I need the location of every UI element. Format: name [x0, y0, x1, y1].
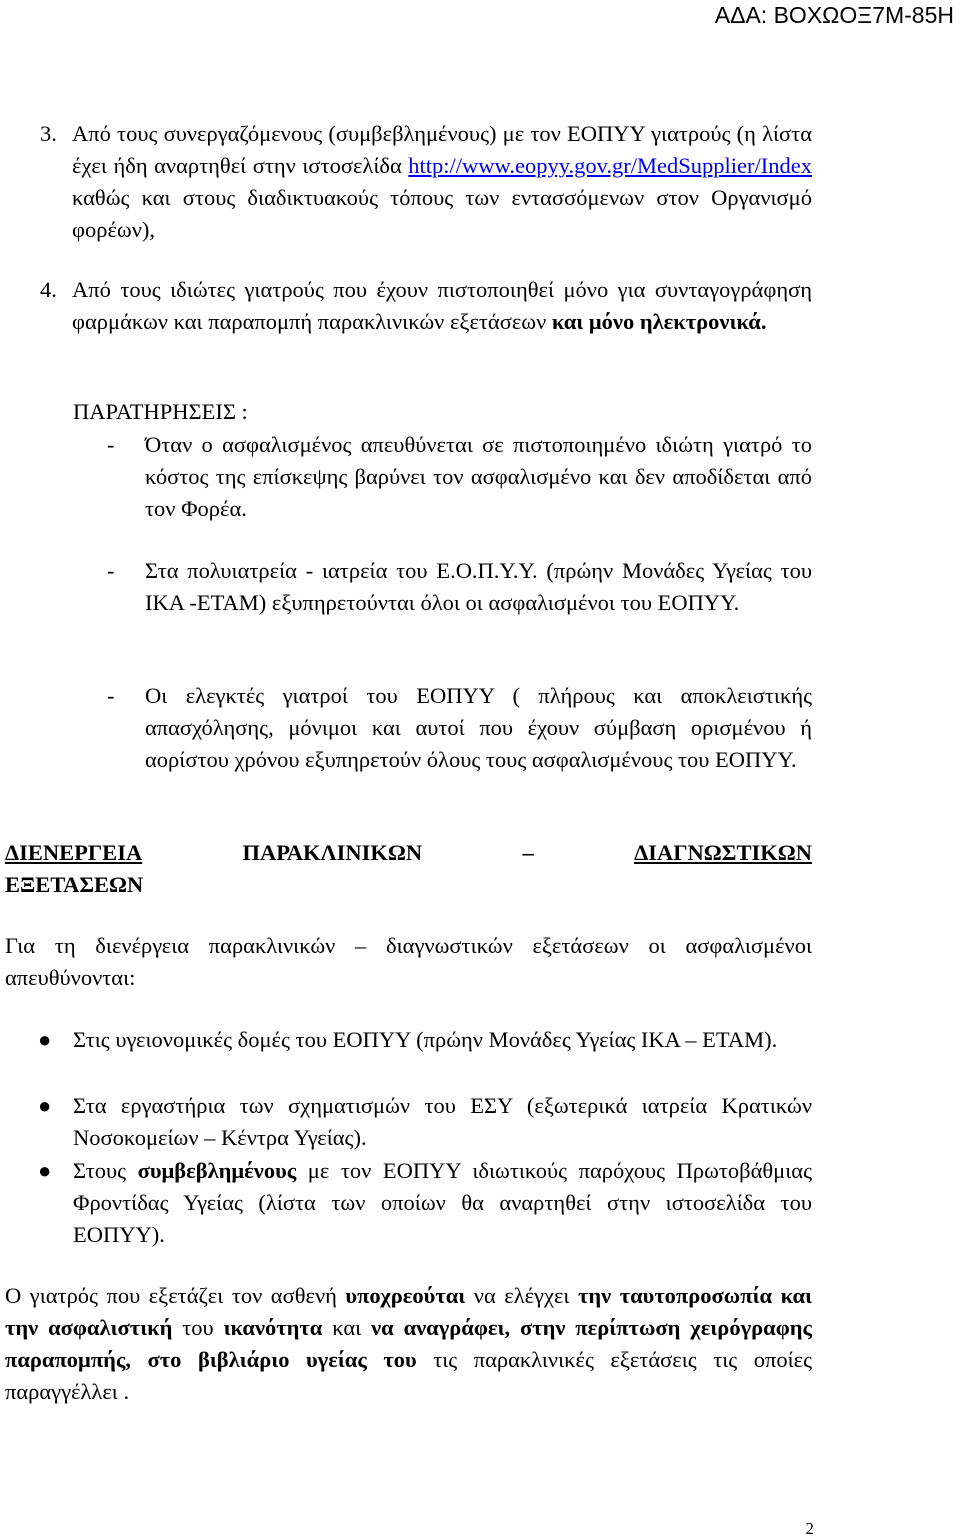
- note-item: [107, 429, 812, 525]
- note-text: Στα πολυιατρεία - ιατρεία του Ε.Ο.Π.Υ.Υ. (πρώην Μονάδες Υγείας του ΙΚΑ -ΕΤΑΜ) εξυπηρετούνται όλοι οι ασφαλισμένοι του ΕΟΠΥΥ.: [145, 558, 812, 615]
- notes-title: ΠΑΡΑΤΗΡΗΣΕΙΣ :: [73, 399, 248, 424]
- document-code: ΑΔΑ: ΒΟΧΩΟΞ7Μ-85Η: [714, 2, 954, 28]
- emphasis-text: και μόνο ηλεκτρονικά.: [551, 309, 767, 334]
- item-text: Από τους συνεργαζόμενους (συμβεβλημένους) με τον ΕΟΠΥΥ γιατρούς (η λίστα έχει ήδη αναρτηθεί στην ιστοσελίδα http://www.eopyy.gov.gr/MedSupplier/Index καθώς και στους διαδικτυακούς τόπους των εντασσόμενων στον Οργανισμό φορέων),: [72, 121, 812, 242]
- section-heading-line-2: [5, 869, 812, 901]
- page-number: 2: [805, 1519, 814, 1538]
- bullet-item: [38, 1155, 812, 1251]
- dash-marker: -: [107, 432, 115, 457]
- bullet-item: [38, 1024, 812, 1056]
- heading-word: ΔΙΕΝΕΡΓΕΙΑ: [5, 840, 143, 865]
- note-item: [107, 680, 812, 776]
- bullet-icon: ●: [38, 1027, 52, 1052]
- heading-word: ΠΑΡΑΚΛΙΝΙΚΩΝ: [242, 840, 423, 865]
- list-item-3: [40, 118, 812, 246]
- bullet-text: Στις υγειονομικές δομές του ΕΟΠΥΥ (πρώην Μονάδες Υγείας ΙΚΑ – ΕΤΑΜ).: [73, 1027, 778, 1052]
- note-item: [107, 555, 812, 619]
- heading-word: ΕΞΕΤΑΣΕΩΝ: [5, 872, 144, 897]
- bullet-text: Στους συμβεβλημένους με τον ΕΟΠΥΥ ιδιωτικούς παρόχους Πρωτοβάθμιας Φροντίδας Υγείας (λίστα των οποίων θα αναρτηθεί στην ιστοσελίδα του ΕΟΠΥΥ).: [73, 1158, 812, 1247]
- closing-paragraph: Ο γιατρός που εξετάζει τον ασθενή υποχρεούται να ελέγχει την ταυτοπροσωπία και την ασφαλιστική του ικανότητα και να αναγράφει, στην περίπτωση χειρόγραφης παραπομπής, στο βιβλιάριο υγείας του τις παρακλινικές εξετάσεις τις οποίες παραγγέλλει .: [5, 1283, 813, 1404]
- section-heading: [5, 837, 812, 869]
- section-intro: Για τη διενέργεια παρακλινικών – διαγνωστικών εξετάσεων οι ασφαλισμένοι απευθύνονται:: [5, 933, 812, 990]
- list-item-4: [40, 274, 812, 338]
- heading-dash: –: [522, 840, 534, 865]
- bullet-text: Στα εργαστήρια των σχηματισμών του ΕΣΥ (εξωτερικά ιατρεία Κρατικών Νοσοκομείων – Κέντρα Υγείας).: [73, 1093, 812, 1150]
- dash-marker: -: [107, 558, 115, 583]
- bullet-item: [38, 1090, 812, 1154]
- bullet-icon: ●: [38, 1093, 52, 1118]
- bullet-icon: ●: [38, 1158, 52, 1183]
- note-text: Όταν ο ασφαλισμένος απευθύνεται σε πιστοποιημένο ιδιώτη γιατρό το κόστος της επίσκεψης βαρύνει τον ασφαλισμένο και δεν αποδίδεται από τον Φορέα.: [145, 432, 812, 521]
- eopyy-supplier-link[interactable]: http://www.eopyy.gov.gr/MedSupplier/Index: [408, 153, 812, 178]
- item-text: Από τους ιδιώτες γιατρούς που έχουν πιστοποιηθεί μόνο για συνταγογράφηση φαρμάκων και παραπομπή παρακλινικών εξετάσεων και μόνο ηλεκτρονικά.: [72, 277, 812, 334]
- dash-marker: -: [107, 683, 115, 708]
- emphasis-text: συμβεβλημένους: [137, 1158, 297, 1183]
- note-text: Οι ελεγκτές γιατροί του ΕΟΠΥΥ ( πλήρους και αποκλειστικής απασχόλησης, μόνιμοι και αυτοί που έχουν σύμβαση ορισμένου ή αορίστου χρόνου εξυπηρετούν όλους τους ασφαλισμένους του ΕΟΠΥΥ.: [145, 683, 812, 772]
- item-number: 4.: [40, 277, 57, 302]
- heading-word: ΔΙΑΓΝΩΣΤΙΚΩΝ: [634, 840, 813, 865]
- item-number: 3.: [40, 121, 57, 146]
